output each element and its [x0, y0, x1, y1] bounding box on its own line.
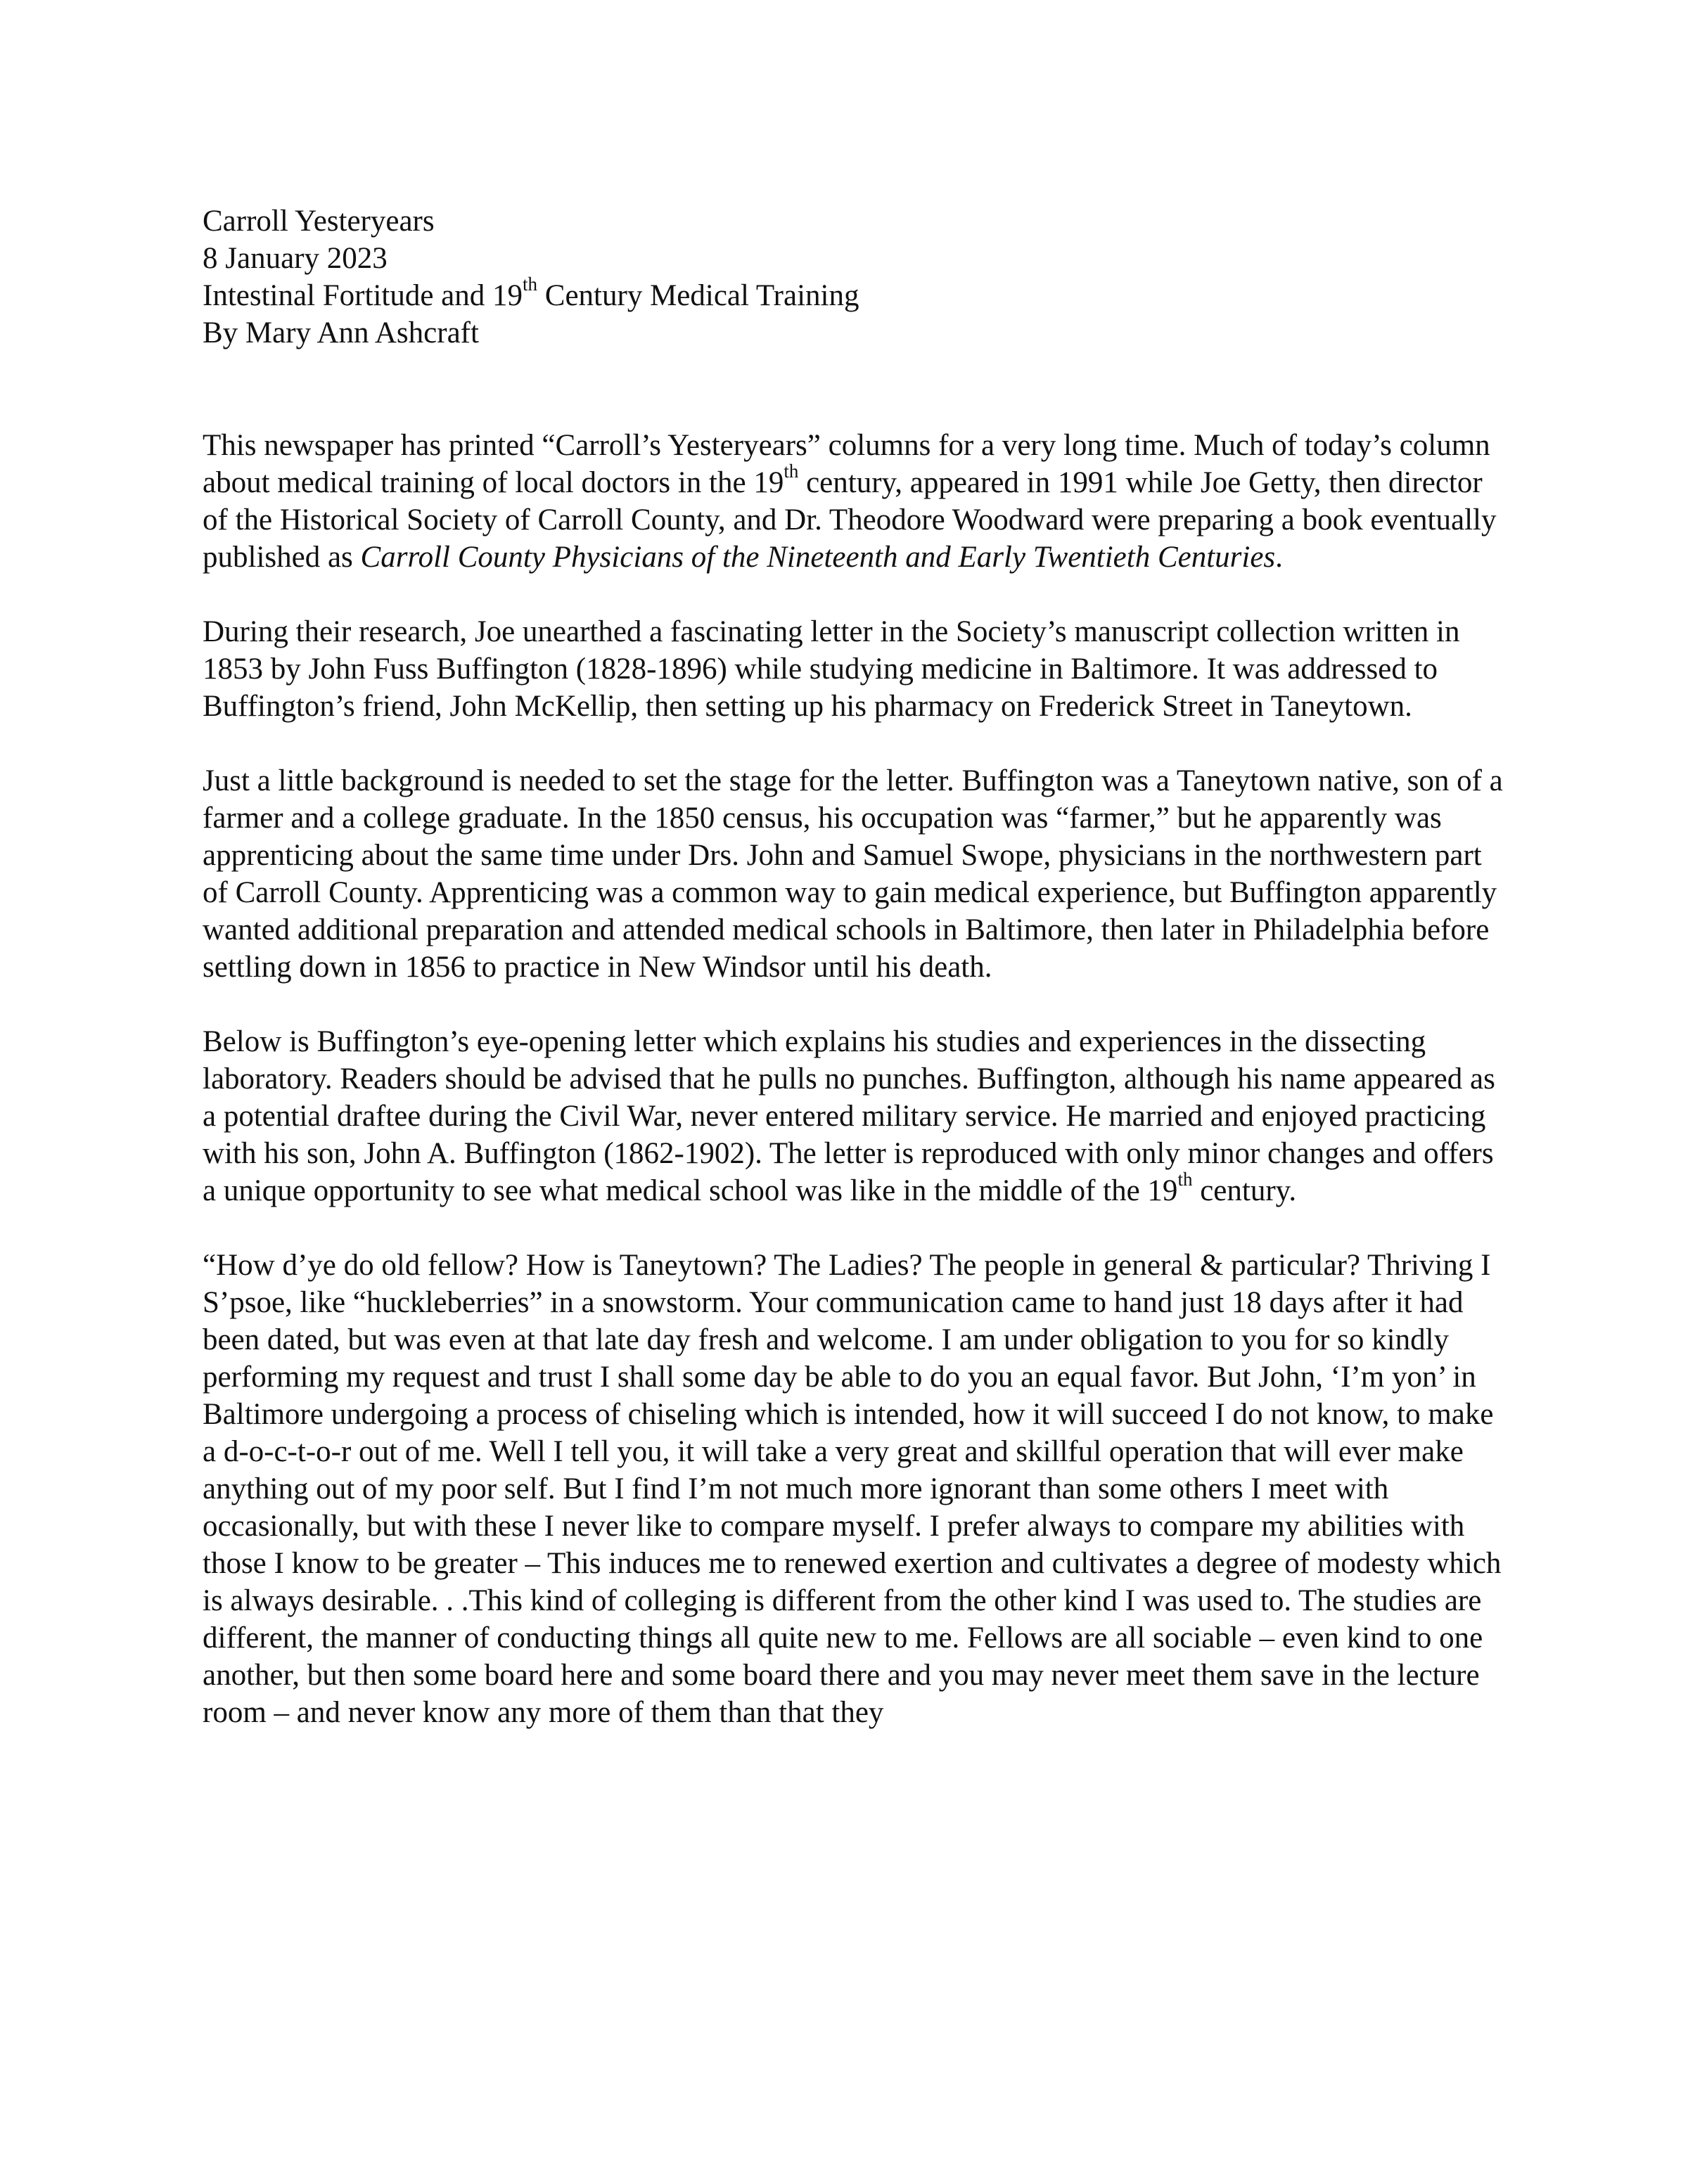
column-name: Carroll Yesteryears [203, 205, 435, 238]
book-title: Carroll County Physicians of the Nineteenth and Early Twentieth Centuries [360, 541, 1276, 574]
paragraph-research: During their research, Joe unearthed a fascinating letter in the Society’s manuscript collection written in 1853 by John Fuss Buffington (1828-1896) while studying medicine in Baltimore. It was addressed to Buffington’s friend, John McKellip, then setting up his pharmacy on Frederick Street in Taneytown. [203, 615, 1460, 723]
title-superscript: th [523, 273, 538, 295]
paragraph-intro [203, 427, 1511, 576]
paragraph-intro-text-a: This newspaper has printed “Carroll’s Yesteryears” columns for a very long time. Much of today’s column about medical training of local doctors in the 19 [203, 429, 1490, 499]
title-text-end: Century Medical Training [537, 279, 859, 312]
title-text-start: Intestinal Fortitude and 19 [203, 279, 523, 312]
paragraph-letter-intro [203, 1023, 1511, 1209]
paragraph-intro-text-b: century, appeared in 1991 while Joe Getty, then director of the Historical Society of Carroll County, and Dr. Theodore Woodward were preparing a book eventually published as [203, 466, 1497, 574]
article-byline: By Mary Ann Ashcraft [203, 316, 479, 349]
document-page [203, 203, 1511, 1768]
paragraph-letter-intro-superscript: th [1177, 1168, 1193, 1190]
paragraph-intro-superscript: th [784, 460, 799, 482]
paragraph-background: Just a little background is needed to set the stage for the letter. Buffington was a Taneytown native, son of a farmer and a college graduate. In the 1850 census, his occupation was “farmer,” but he apparently was apprenticing about the same time under Drs. John and Samuel Swope, physicians in the northwestern part of Carroll County. Apprenticing was a common way to gain medical experience, but Buffington apparently wanted additional preparation and attended medical schools in Baltimore, then later in Philadelphia before settling down in 1856 to practice in New Windsor until his death. [203, 764, 1503, 984]
paragraph-letter-intro-text-b: century. [1192, 1174, 1297, 1207]
article-header [203, 203, 1511, 352]
paragraph-intro-text-c: . [1275, 541, 1283, 574]
article-date: 8 January 2023 [203, 242, 388, 275]
article-title [203, 273, 1511, 314]
paragraph-letter-intro-text-a: Below is Buffington’s eye-opening letter which explains his studies and experiences in the dissecting laboratory. Readers should be advised that he pulls no punches. Buffington, although his name appeared as a potential draftee during the Civil War, never entered military service. He married and enjoyed practicing with his son, John A. Buffington (1862-1902). The letter is reproduced with only minor changes and offers a unique opportunity to see what medical school was like in the middle of the 19 [203, 1025, 1495, 1207]
paragraph-letter-quote: “How d’ye do old fellow? How is Taneytown? The Ladies? The people in general & particular? Thriving I S’psoe, like “huckleberries” in a snowstorm. Your communication came to hand just 18 days after it had been dated, but was even at that late day fresh and welcome. I am under obligation to you for so kindly performing my request and trust I shall some day be able to do you an equal favor. But John, ‘I’m yon’ in Baltimore undergoing a process of chiseling which is intended, how it will succeed I do not know, to make a d-o-c-t-o-r out of me. Well I tell you, it will take a very great and skillful operation that will ever make anything out of my poor self. But I find I’m not much more ignorant than some others I meet with occasionally, but with these I never like to compare myself. I prefer always to compare my abilities with those I know to be greater – This induces me to renewed exertion and cultivates a degree of modesty which is always desirable. . .This kind of colleging is different from the other kind I was used to. The studies are different, the manner of conducting things all quite new to me. Fellows are all sociable – even kind to one another, but then some board here and some board there and you may never meet them save in the lecture room – and never know any more of them than that they [203, 1249, 1502, 1729]
